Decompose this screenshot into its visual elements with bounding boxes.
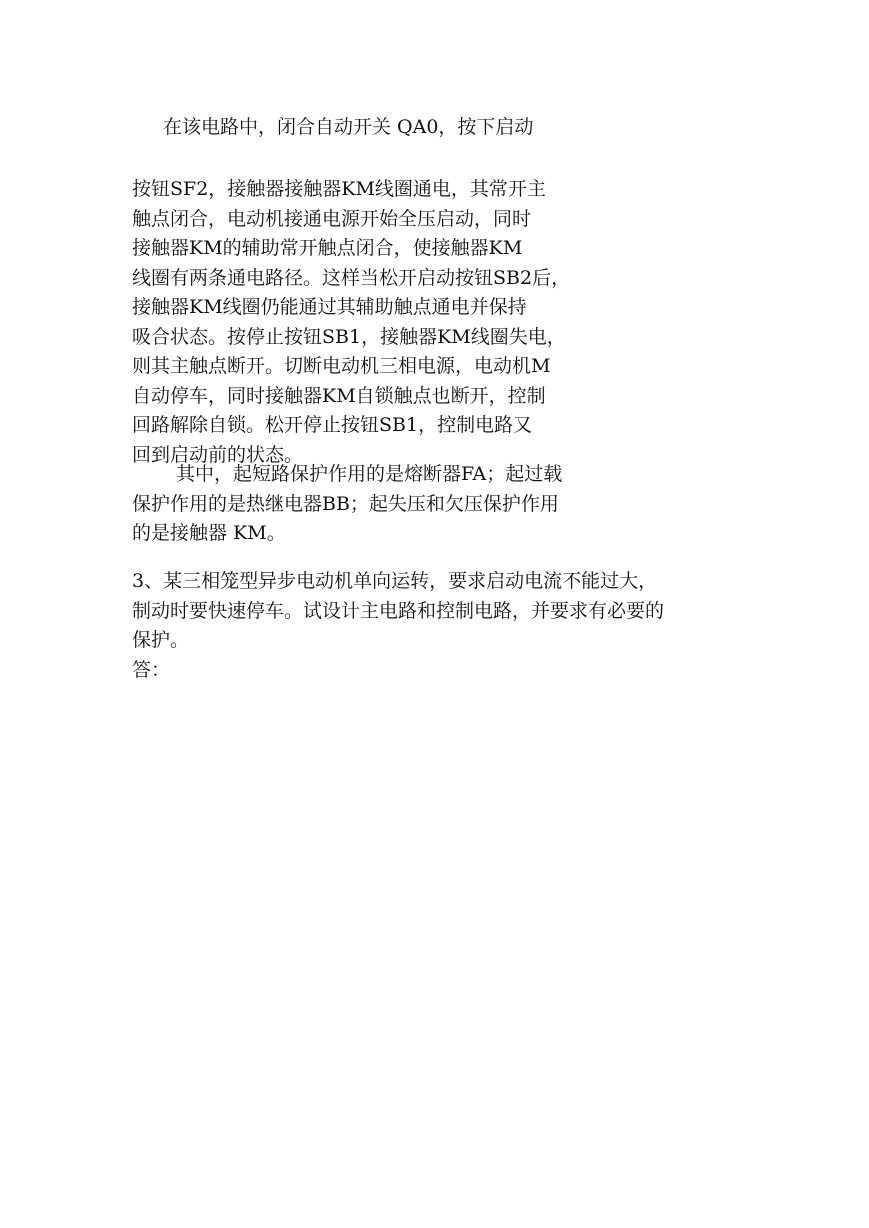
main-line-8: 自动停车，同时接触器KM自锁触点也断开，控制 — [132, 384, 546, 407]
question-line-3: 保护。 — [132, 629, 190, 651]
intro-line: 在该电路中，闭合自动开关 QA0，按下启动 — [163, 116, 534, 138]
question-line-1: 3、某三相笼型异步电动机单向运转，要求启动电流不能过大， — [132, 570, 658, 592]
protection-line-1: 其中，起短路保护作用的是熔断器FA；起过载 — [176, 463, 563, 485]
protection-line-3: 的是接触器 KM。 — [132, 522, 286, 544]
main-line-5: 接触器KM线圈仍能通过其辅助触点通电并保持 — [132, 296, 527, 318]
main-line-2: 触点闭合，电动机接通电源开始全压启动，同时 — [132, 207, 532, 230]
question-block — [132, 567, 664, 685]
main-line-7: 则其主触点断开。切断电动机三相电源，电动机M — [132, 355, 551, 377]
question-line-2: 制动时要快速停车。试设计主电路和控制电路，并要求有必要的 — [132, 599, 665, 622]
main-line-1: 按钮SF2，接触器接触器KM线圈通电，其常开主 — [132, 178, 546, 200]
protection-paragraph — [132, 460, 562, 549]
main-line-6: 吸合状态。按停止按钮SB1，接触器KM线圈失电， — [132, 325, 566, 348]
main-line-9: 回路解除自锁。松开停止按钮SB1，控制电路又 — [132, 414, 533, 436]
protection-line-2: 保护作用的是热继电器BB；起失压和欠压保护作用 — [132, 492, 559, 515]
main-line-10: 回到启动前的状态。 — [132, 443, 304, 466]
answer-label: 答： — [132, 658, 171, 681]
main-paragraph — [132, 175, 570, 470]
main-line-4: 线圈有两条通电路径。这样当松开启动按钮SB2后， — [132, 266, 571, 289]
main-line-3: 接触器KM的辅助常开触点闭合，使接触器KM — [132, 237, 523, 259]
